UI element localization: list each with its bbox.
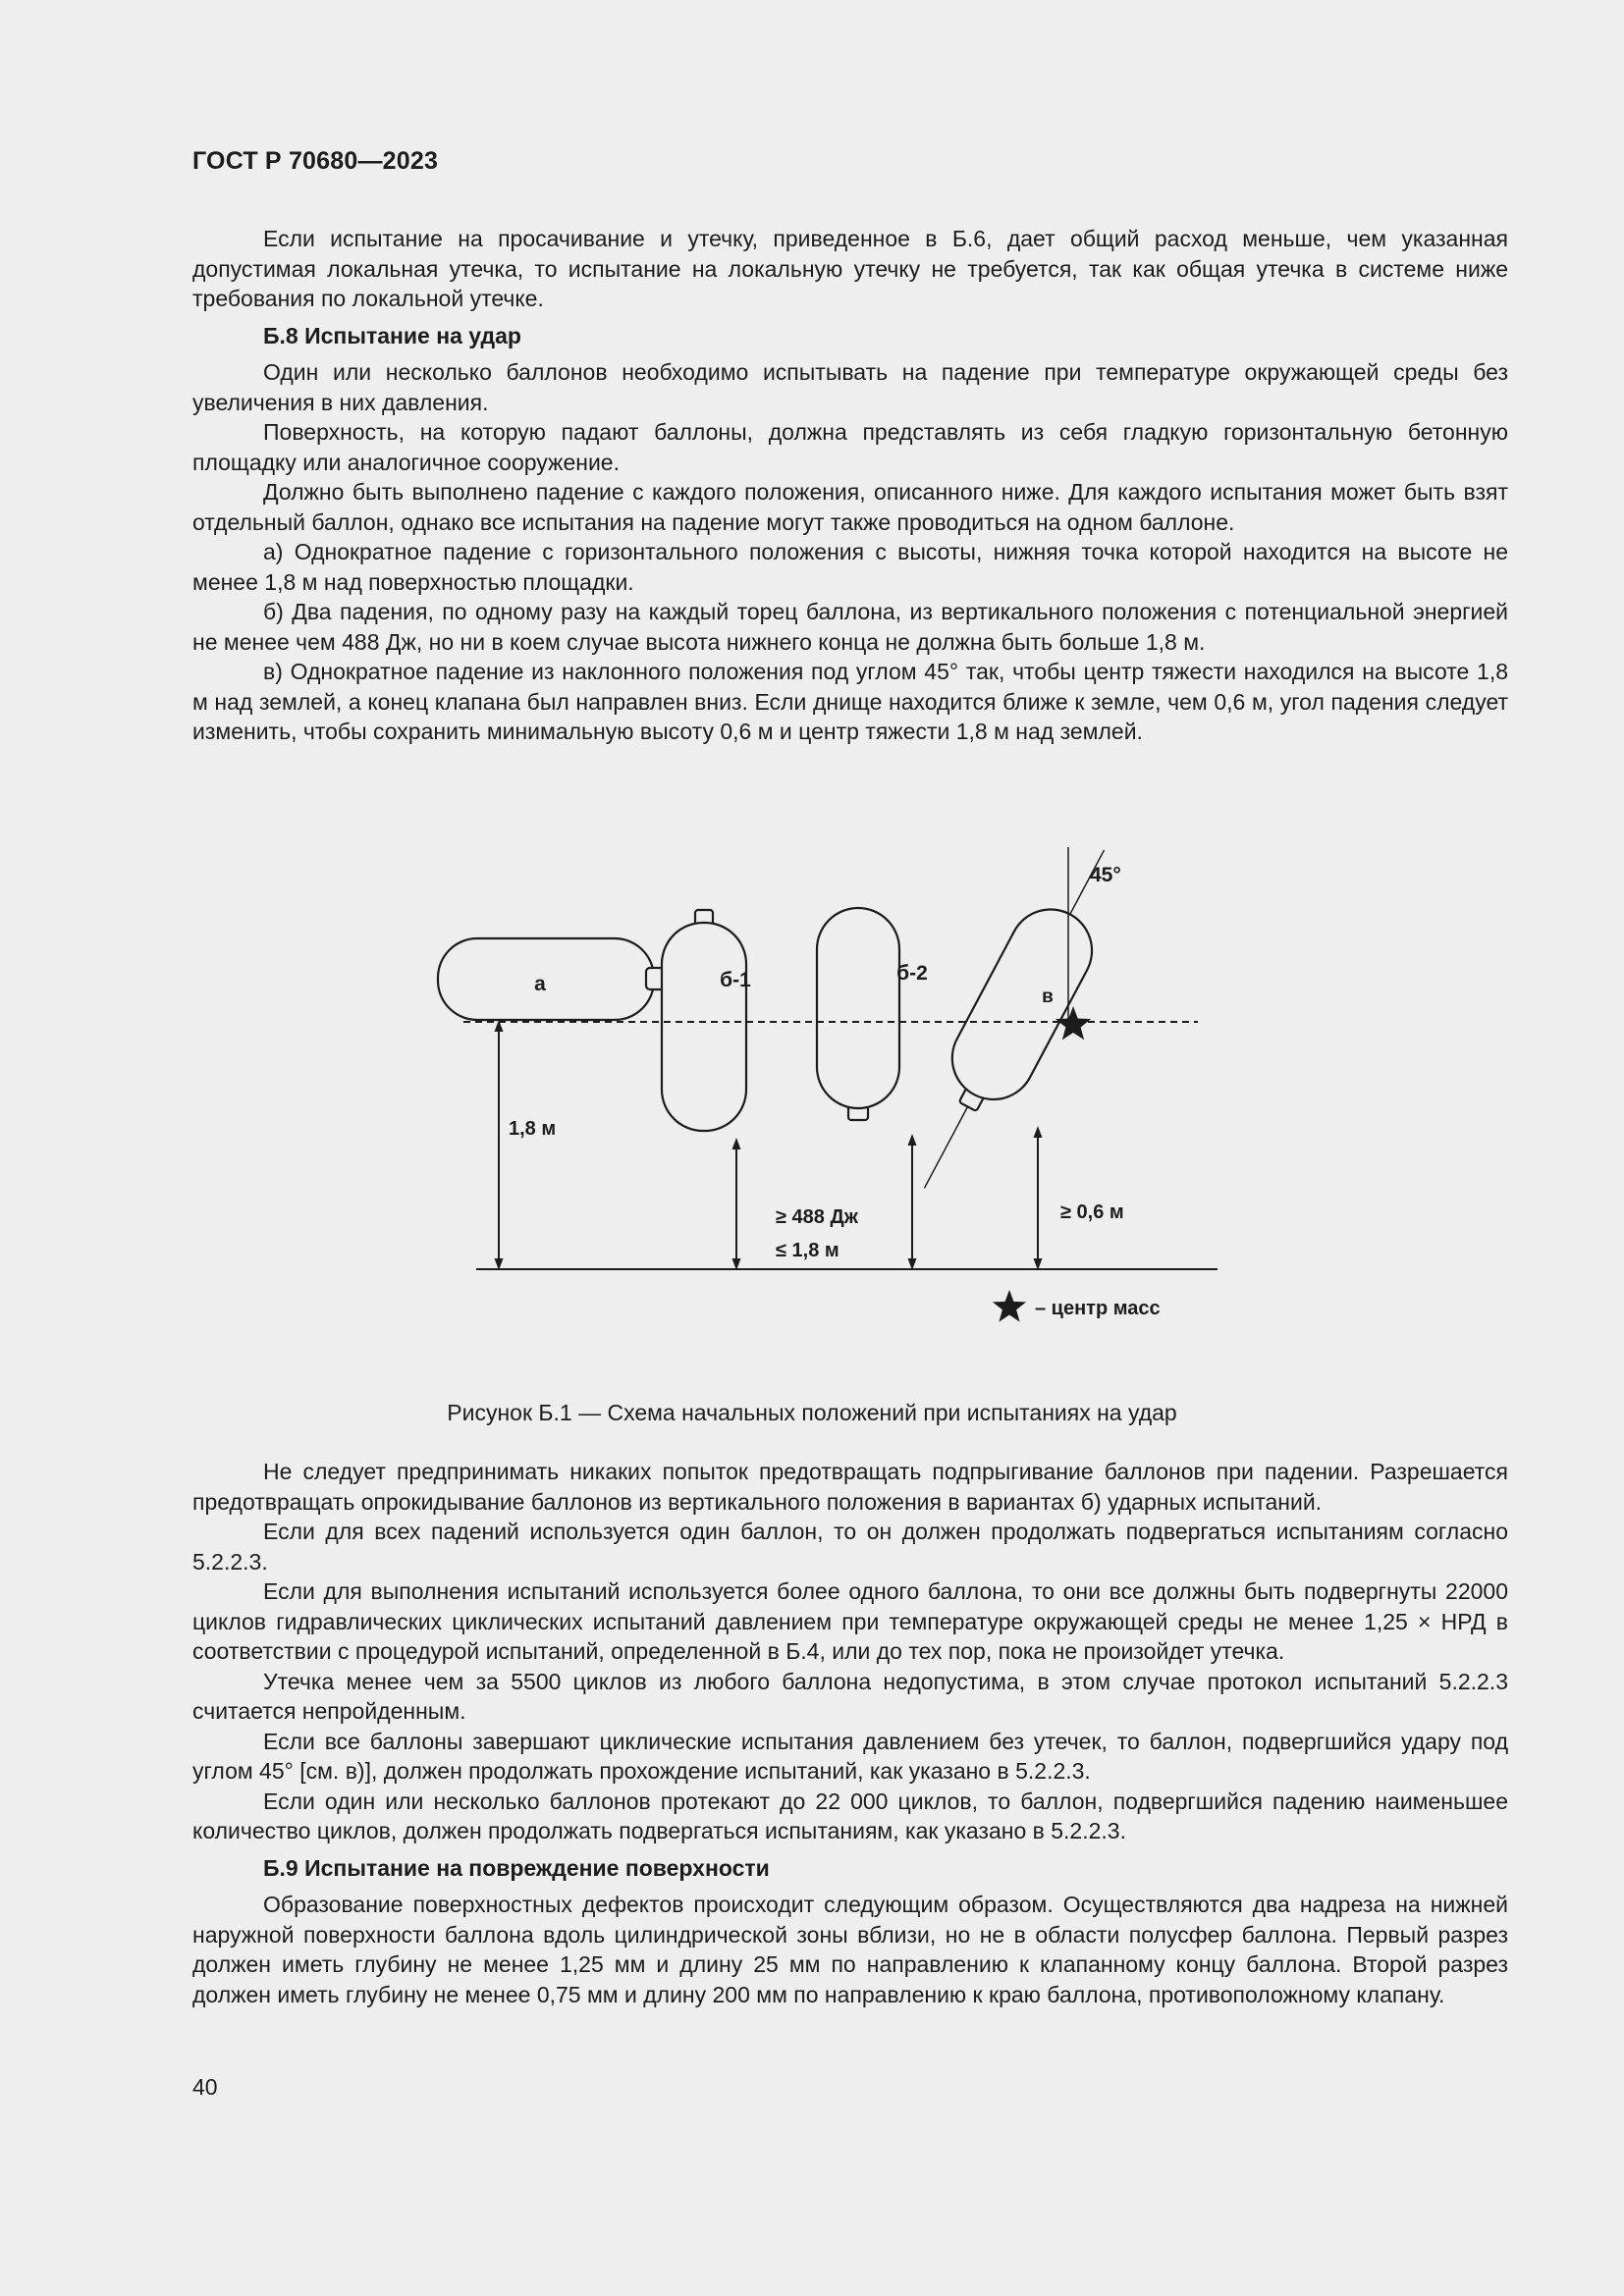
min-height-label: ≥ 0,6 м <box>1060 1201 1124 1223</box>
label-a: а <box>534 973 546 995</box>
top-text-block <box>192 224 1508 747</box>
b8-item-b: б) Два падения, по одному разу на каждый торец баллона, из вертикального положения с потенциальной энергией не менее чем 488 Дж, но ни в коем случае высота нижнего конца не должна быть больше 1,8 м. <box>192 599 1508 655</box>
label-b2: б-2 <box>896 962 928 985</box>
cylinder-body <box>438 938 654 1020</box>
bottom-text-block <box>192 1457 1508 2009</box>
cylinder-a <box>438 938 666 1020</box>
label-v: в <box>1042 987 1054 1007</box>
energy-label: ≥ 488 Дж <box>776 1206 858 1228</box>
cylinder-b2 <box>817 908 899 1120</box>
cylinder-v <box>888 839 1140 1207</box>
drop-test-diagram <box>412 839 1237 1340</box>
b8-paragraph: Поверхность, на которую падают баллоны, должна представлять из себя гладкую горизонтальную бетонную площадку или аналогичное сооружение. <box>192 419 1508 475</box>
cylinder-body <box>662 923 746 1131</box>
b8-paragraph: Один или несколько баллонов необходимо испытывать на падение при температуре окружающей среды без увеличения в них давления. <box>192 359 1508 415</box>
section-b9-heading: Б.9 Испытание на повреждение поверхности <box>263 1854 770 1881</box>
cylinder-b1 <box>662 910 746 1131</box>
legend-label: – центр масс <box>1035 1298 1161 1319</box>
label-b1: б-1 <box>720 969 751 991</box>
section-b8-heading: Б.8 Испытание на удар <box>263 322 521 348</box>
document-header: ГОСТ Р 70680—2023 <box>192 147 439 175</box>
cylinder-body <box>817 908 899 1108</box>
height-label: 1,8 м <box>509 1118 557 1140</box>
legend-star-icon <box>993 1290 1026 1322</box>
max-height-label: ≤ 1,8 м <box>776 1240 839 1261</box>
b8-item-v: в) Однократное падение из наклонного положения под углом 45° так, чтобы центр тяжести находился на высоте 1,8 м над землей, а конец клапана был направлен вниз. Если днище находится ближе к земле, чем 0,6 м, угол падения следует изменить, чтобы сохранить минимальную высоту 0,6 м и центр тяжести 1,8 м над землей. <box>192 659 1508 744</box>
after-figure-paragraph: Если один или несколько баллонов протекают до 22 000 циклов, то баллон, подвергшийся падению наименьшее количество циклов, должен продолжать подвергаться испытаниям, как указано в 5.2.2.3. <box>192 1788 1508 1843</box>
after-figure-paragraph: Не следует предпринимать никаких попыток предотвращать подпрыгивание баллонов при падении. Разрешается предотвращать опрокидывание баллонов из вертикального положения в вариантах б) ударных испытаний. <box>192 1459 1508 1515</box>
b8-paragraph: Должно быть выполнено падение с каждого положения, описанного ниже. Для каждого испытания может быть взят отдельный баллон, однако все испытания на падение могут также проводиться на одном баллоне. <box>192 479 1508 535</box>
figure-caption: Рисунок Б.1 — Схема начальных положений при испытаниях на удар <box>447 1400 1177 1425</box>
after-figure-paragraph: Утечка менее чем за 5500 циклов из любого баллона недопустима, в этом случае протокол испытаний 5.2.2.3 считается непройденным. <box>192 1668 1508 1724</box>
intro-paragraph: Если испытание на просачивание и утечку, приведенное в Б.6, дает общий расход меньше, чем указанная допустимая локальная утечка, то испытание на локальную утечку не требуется, так как общая утечка в системе ниже требования по локальной утечке. <box>192 226 1508 311</box>
after-figure-paragraph: Если все баллоны завершают циклические испытания давлением без утечек, то баллон, подвергшийся удару под углом 45° [см. в)], должен продолжать прохождение испытаний, как указано в 5.2.2.3. <box>192 1728 1508 1784</box>
after-figure-paragraph: Если для всех падений используется один баллон, то он должен продолжать подвергаться испытаниям согласно 5.2.2.3. <box>192 1519 1508 1575</box>
cylinder-body <box>938 895 1107 1114</box>
b8-item-a: а) Однократное падение с горизонтального положения с высоты, нижняя точка которой находится на высоте не менее 1,8 м над поверхностью площадки. <box>192 539 1508 595</box>
page-number: 40 <box>192 2074 218 2100</box>
angle-label: 45° <box>1090 864 1121 886</box>
after-figure-paragraph: Если для выполнения испытаний используется более одного баллона, то они все должны быть подвергнуты 22000 циклов гидравлических циклических испытаний давлением при температуре окружающей среды не менее 1,25 × НРД в соответствии с процедурой испытаний, определенной в Б.4, или до тех пор, пока не произойдет утечка. <box>192 1578 1508 1664</box>
b9-paragraph: Образование поверхностных дефектов происходит следующим образом. Осуществляются два надреза на нижней наружной поверхности баллона вдоль цилиндрической зоны вблизи, но не в области полусфер баллона. Первый разрез должен иметь глубину не менее 1,25 мм и длину 25 мм по направлению к клапанному концу баллона. Второй разрез должен иметь глубину не менее 0,75 мм и длину 200 мм по направлению к краю баллона, противоположному клапану. <box>192 1892 1508 2007</box>
